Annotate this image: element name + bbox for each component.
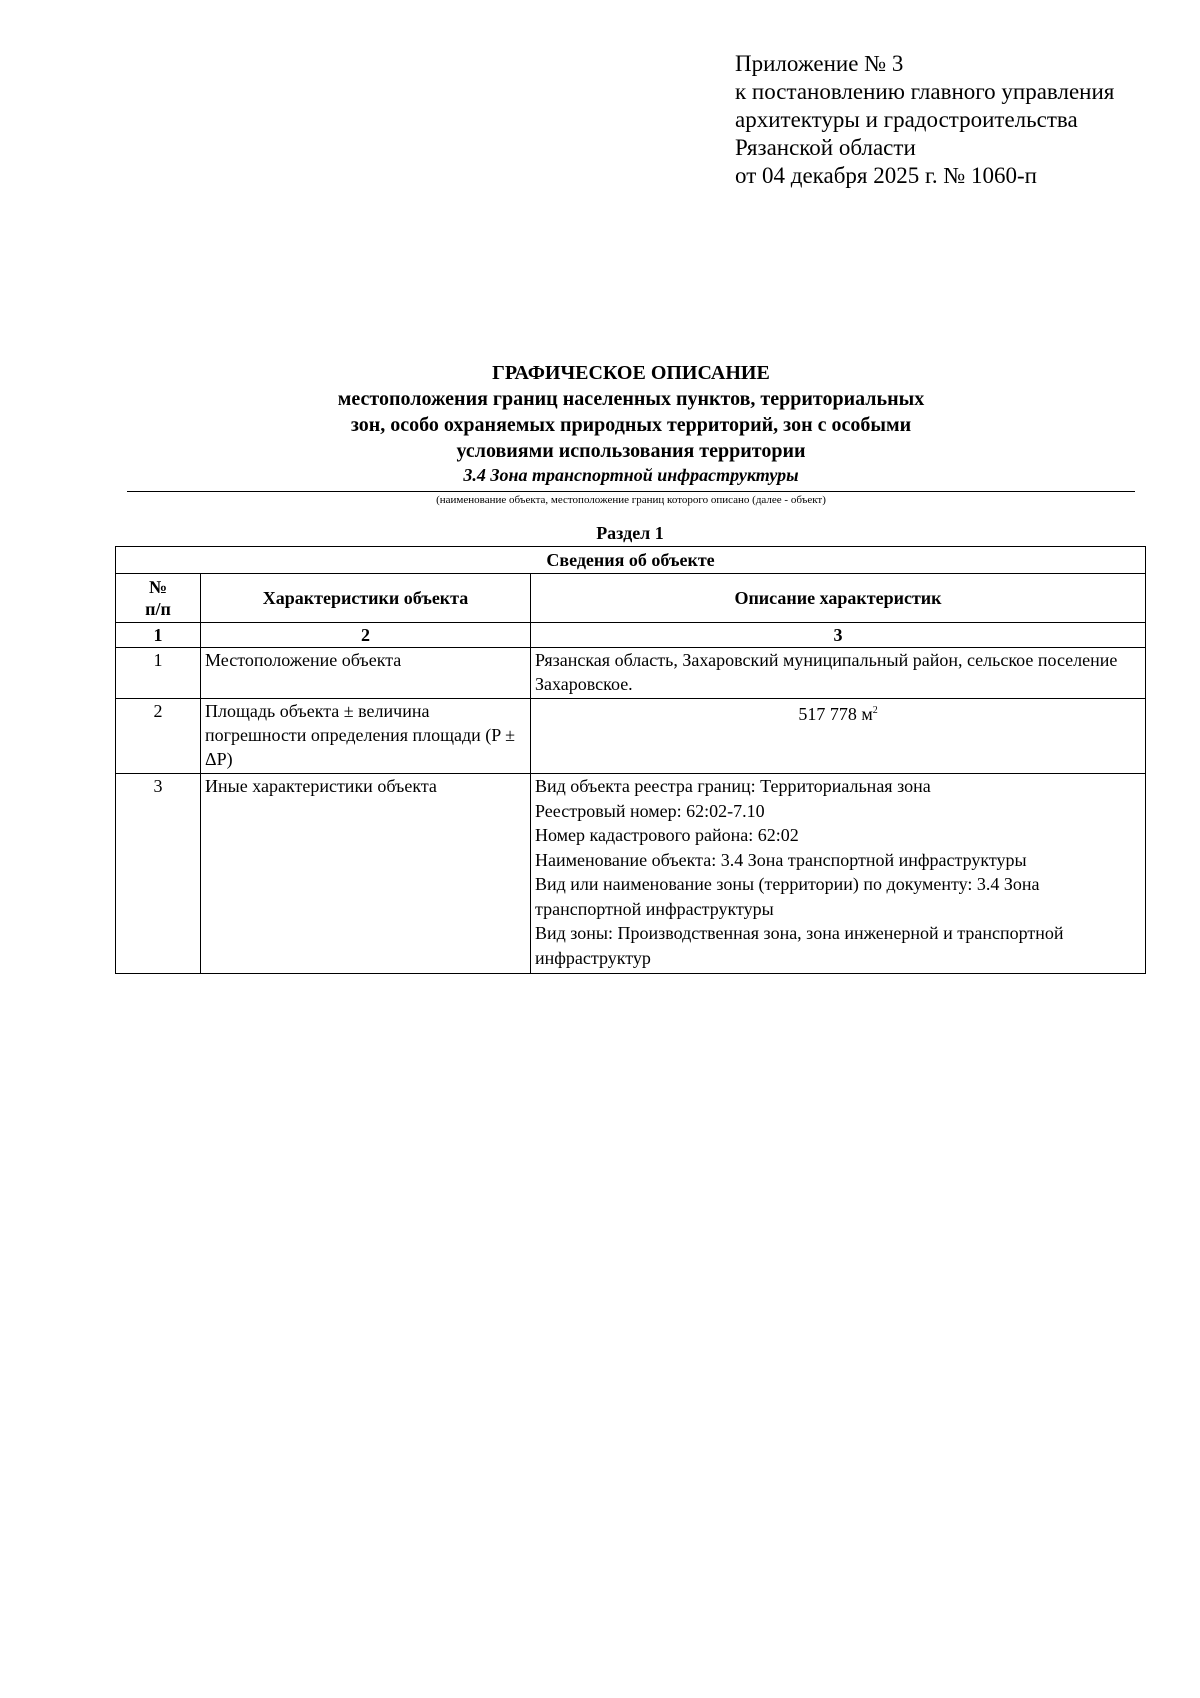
- header-num: [116, 574, 201, 623]
- table-row: [116, 699, 1146, 774]
- header-characteristics: Характеристики объекта: [201, 574, 531, 623]
- header-num-line2: п/п: [145, 599, 171, 619]
- object-name-note: (наименование объекта, местоположение границ которого описано (далее - объект): [436, 494, 826, 506]
- row-characteristic: Местоположение объекта: [201, 648, 531, 699]
- row-number: 1: [116, 648, 201, 699]
- row-number: 3: [116, 774, 201, 974]
- area-value-cell: [531, 699, 1146, 774]
- header-description: Описание характеристик: [531, 574, 1146, 623]
- object-name: 3.4 Зона транспортной инфраструктуры: [463, 465, 799, 485]
- row-description-list: [531, 774, 1146, 974]
- table-row: [116, 774, 1146, 974]
- document-subtitle-line: условиями использования территории: [456, 440, 806, 462]
- row-number: 2: [116, 699, 201, 774]
- table-caption-row: [116, 547, 1146, 574]
- table-caption: Сведения об объекте: [116, 547, 1146, 574]
- appendix-header: [735, 50, 1114, 190]
- appendix-line: архитектуры и градостроительства: [735, 107, 1078, 132]
- document-title-block: [127, 360, 1135, 486]
- section-title: Раздел 1: [596, 523, 664, 543]
- header-num-line1: №: [148, 577, 168, 597]
- description-line: Наименование объекта: 3.4 Зона транспортной инфраструктуры: [535, 849, 1027, 870]
- area-value: 517 778 м: [798, 704, 873, 724]
- document-title: ГРАФИЧЕСКОЕ ОПИСАНИЕ: [492, 362, 770, 384]
- row-characteristic: Иные характеристики объекта: [201, 774, 531, 974]
- description-line: Вид или наименование зоны (территории) по документу: 3.4 Зона транспортной инфраструктуры: [535, 874, 1040, 919]
- row-description: Рязанская область, Захаровский муниципальный район, сельское поселение Захаровское.: [531, 648, 1146, 699]
- column-number-row: [116, 623, 1146, 648]
- column-number: 3: [531, 623, 1146, 648]
- area-unit-superscript: 2: [872, 705, 878, 716]
- appendix-line: к постановлению главного управления: [735, 79, 1115, 104]
- table-row: [116, 648, 1146, 699]
- appendix-line: Приложение № 3: [735, 51, 904, 76]
- document-subtitle-line: местоположения границ населенных пунктов, территориальных: [337, 388, 925, 410]
- table-header-row: [116, 574, 1146, 623]
- description-line: Номер кадастрового района: 62:02: [535, 825, 799, 845]
- appendix-line: от 04 декабря 2025 г. № 1060-п: [735, 163, 1037, 188]
- object-info-table: [115, 546, 1146, 974]
- description-line: Реестровый номер: 62:02-7.10: [535, 800, 765, 821]
- column-number: 1: [116, 623, 201, 648]
- description-line: Вид зоны: Производственная зона, зона инженерной и транспортной инфраструктур: [535, 923, 1064, 968]
- object-name-underline: [127, 491, 1135, 492]
- document-subtitle-line: зон, особо охраняемых природных территорий, зон с особыми: [350, 414, 912, 436]
- description-line: Вид объекта реестра границ: Территориальная зона: [535, 776, 931, 796]
- column-number: 2: [201, 623, 531, 648]
- appendix-line: Рязанской области: [735, 135, 916, 160]
- row-characteristic: Площадь объекта ± величина погрешности определения площади (P ± ΔP): [201, 699, 531, 774]
